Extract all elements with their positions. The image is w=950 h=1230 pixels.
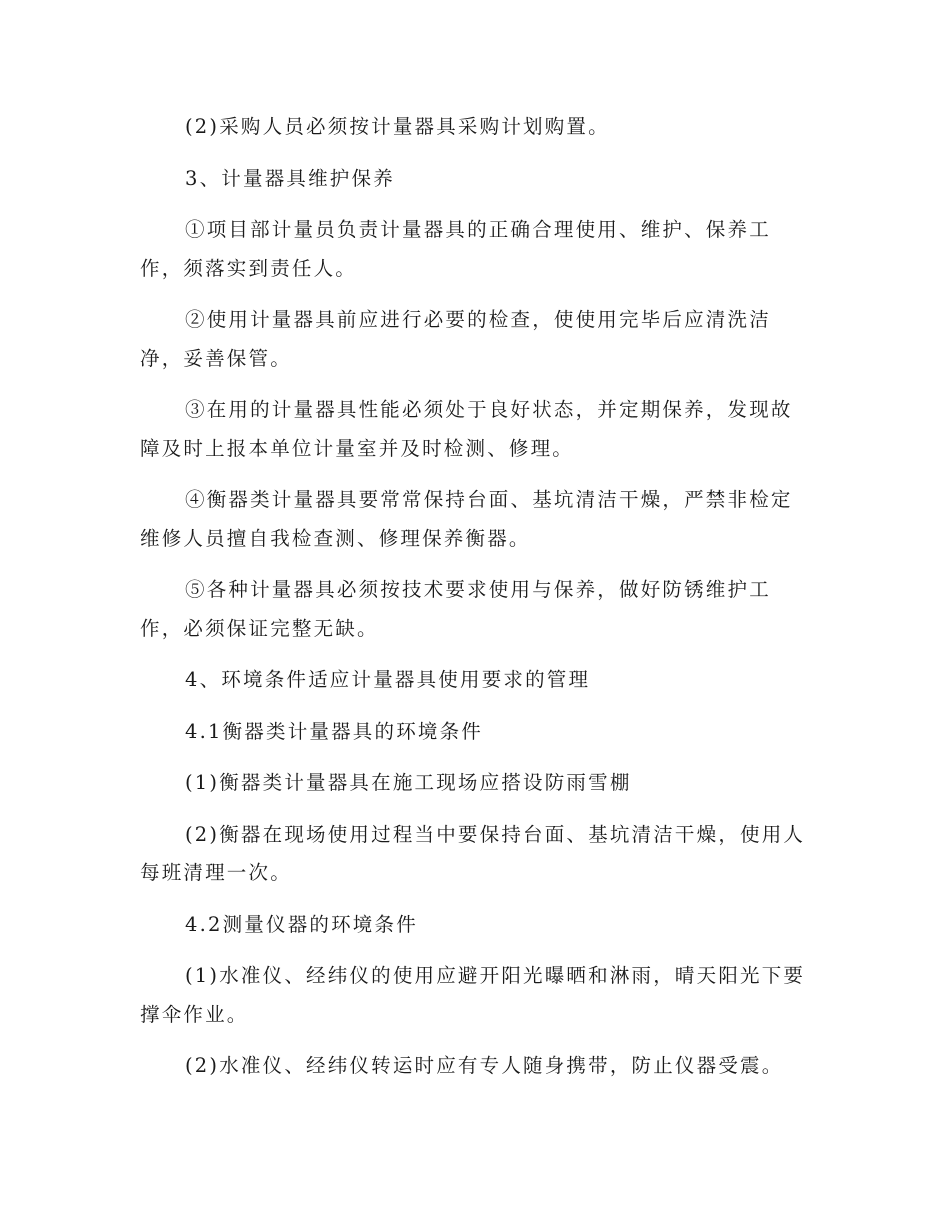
paragraph-item-5: ⑤各种计量器具必须按技术要求使用与保养，做好防锈维护工作，必须保证完整无缺。 [140,578,771,640]
paragraph-scales-2: (2)衡器在现场使用过程当中要保持台面、基坑清洁干燥，使用人每班清理一次。 [140,822,806,884]
paragraph-survey-1: (1)水准仪、经纬仪的使用应避开阳光曝晒和淋雨，晴天阳光下要撑伞作业。 [140,964,806,1026]
paragraph-item-3: ③在用的计量器具性能必须处于良好状态，并定期保养，发现故障及时上报本单位计量室并及时检测、修理。 [140,398,793,460]
document-body [140,108,810,1099]
heading-environment: 4、环境条件适应计量器具使用要求的管理 [185,668,591,691]
paragraph-item-1: ①项目部计量员负责计量器具的正确合理使用、维护、保养工作，须落实到责任人。 [140,218,771,280]
paragraph-item-2: ②使用计量器具前应进行必要的检查，使使用完毕后应清洗洁净，妥善保管。 [140,308,771,370]
paragraph-scales-1: (1)衡器类计量器具在施工现场应搭设防雨雪棚 [185,771,632,794]
paragraph-item-4: ④衡器类计量器具要常常保持台面、基坑清洁干燥，严禁非检定维修人员擅自我检查测、修理保养衡器。 [140,488,793,550]
subheading-survey: 4.2测量仪器的环境条件 [185,912,418,936]
paragraph-purchase-plan: (2)采购人员必须按计量器具采购计划购置。 [185,115,610,138]
heading-maintenance: 3、计量器具维护保养 [185,166,395,190]
subheading-scales: 4.1衡器类计量器具的环境条件 [185,719,484,743]
paragraph-survey-2: (2)水准仪、经纬仪转运时应有专人随身携带，防止仪器受震。 [185,1054,784,1077]
